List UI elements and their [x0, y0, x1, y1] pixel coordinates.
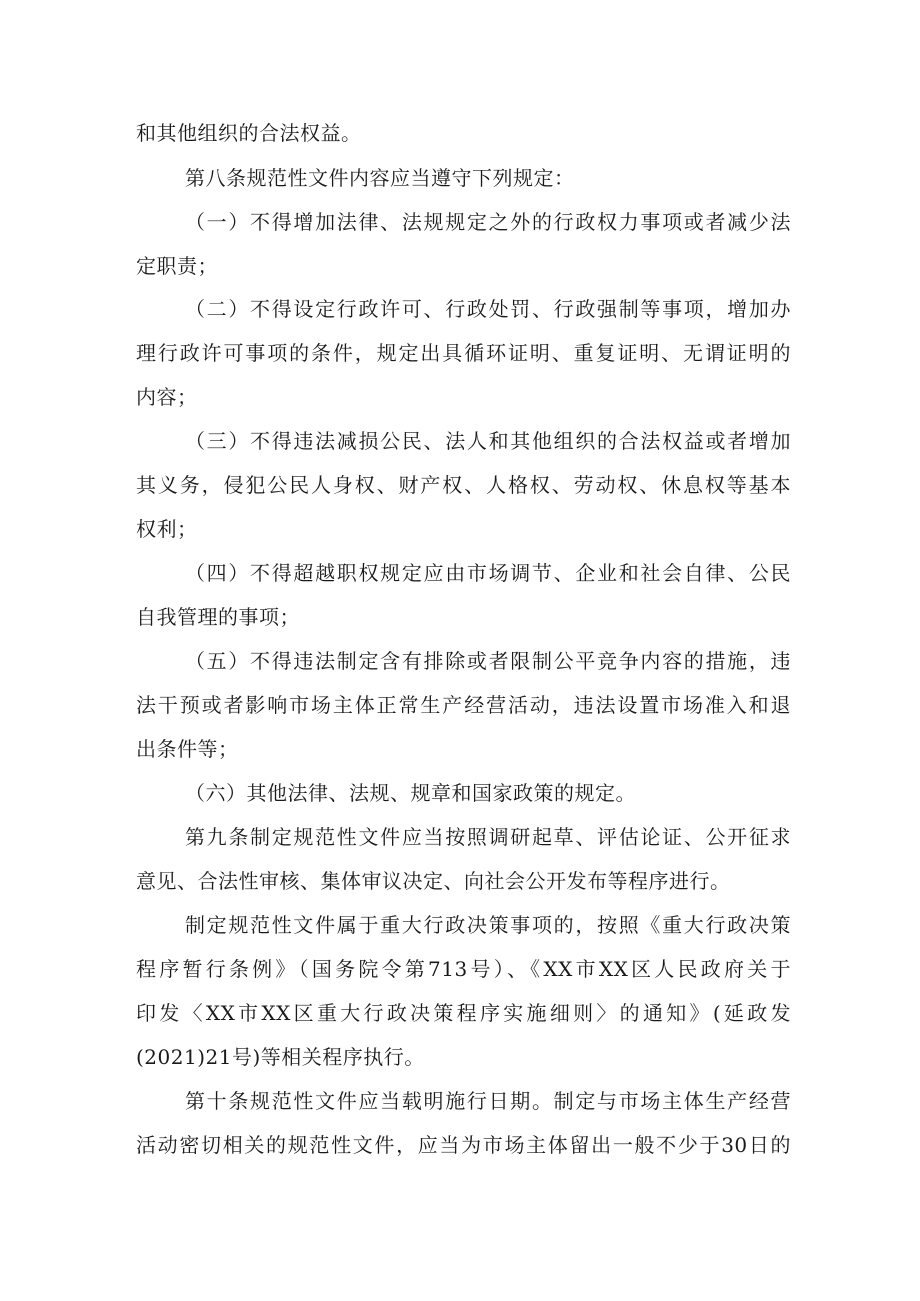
text-line: 第八条规范性文件内容应当遵守下列规定：: [185, 166, 575, 190]
text-line: （四）不得超越职权规定应由市场调节、企业和社会自律、公民: [185, 561, 791, 585]
text-line: 印发〈XX市XX区重大行政决策程序实施细则〉的通知》(延政发: [136, 1001, 791, 1025]
text-line: 和其他组织的合法权益。: [136, 121, 362, 145]
text-line: 活动密切相关的规范性文件，应当为市场主体留出一般不少于30日的: [136, 1133, 791, 1157]
text-line: （一）不得增加法律、法规规定之外的行政权力事项或者减少法: [185, 210, 791, 234]
text-line: 理行政许可事项的条件，规定出具循环证明、重复证明、无谓证明的: [136, 341, 791, 365]
text-line: 内容；: [136, 385, 198, 409]
text-line: 第十条规范性文件应当载明施行日期。制定与市场主体生产经营: [185, 1089, 791, 1113]
text-line: 定职责；: [136, 254, 218, 278]
text-line: 自我管理的事项；: [136, 605, 300, 629]
text-line: 制定规范性文件属于重大行政决策事项的，按照《重大行政决策: [185, 913, 791, 937]
text-line: （五）不得违法制定含有排除或者限制公平竞争内容的措施，违: [185, 649, 791, 673]
text-line: 法干预或者影响市场主体正常生产经营活动，违法设置市场准入和退: [136, 693, 791, 717]
text-line: (2021)21号)等相关程序执行。: [136, 1045, 425, 1069]
text-line: （二）不得设定行政许可、行政处罚、行政强制等事项，增加办: [185, 297, 791, 321]
text-line: 意见、合法性审核、集体审议决定、向社会公开发布等程序进行。: [136, 869, 731, 893]
text-line: 第九条制定规范性文件应当按照调研起草、评估论证、公开征求: [185, 825, 791, 849]
text-line: （三）不得违法减损公民、法人和其他组织的合法权益或者增加: [185, 429, 791, 453]
text-line: 权利；: [136, 517, 198, 541]
text-line: 出条件等；: [136, 737, 239, 761]
text-line: 程序暂行条例》（国务院令第713号）、《XX市XX区人民政府关于: [136, 957, 791, 981]
text-line: 其义务，侵犯公民人身权、财产权、人格权、劳动权、休息权等基本: [136, 473, 791, 497]
text-line: （六）其他法律、法规、规章和国家政策的规定。: [185, 781, 636, 805]
